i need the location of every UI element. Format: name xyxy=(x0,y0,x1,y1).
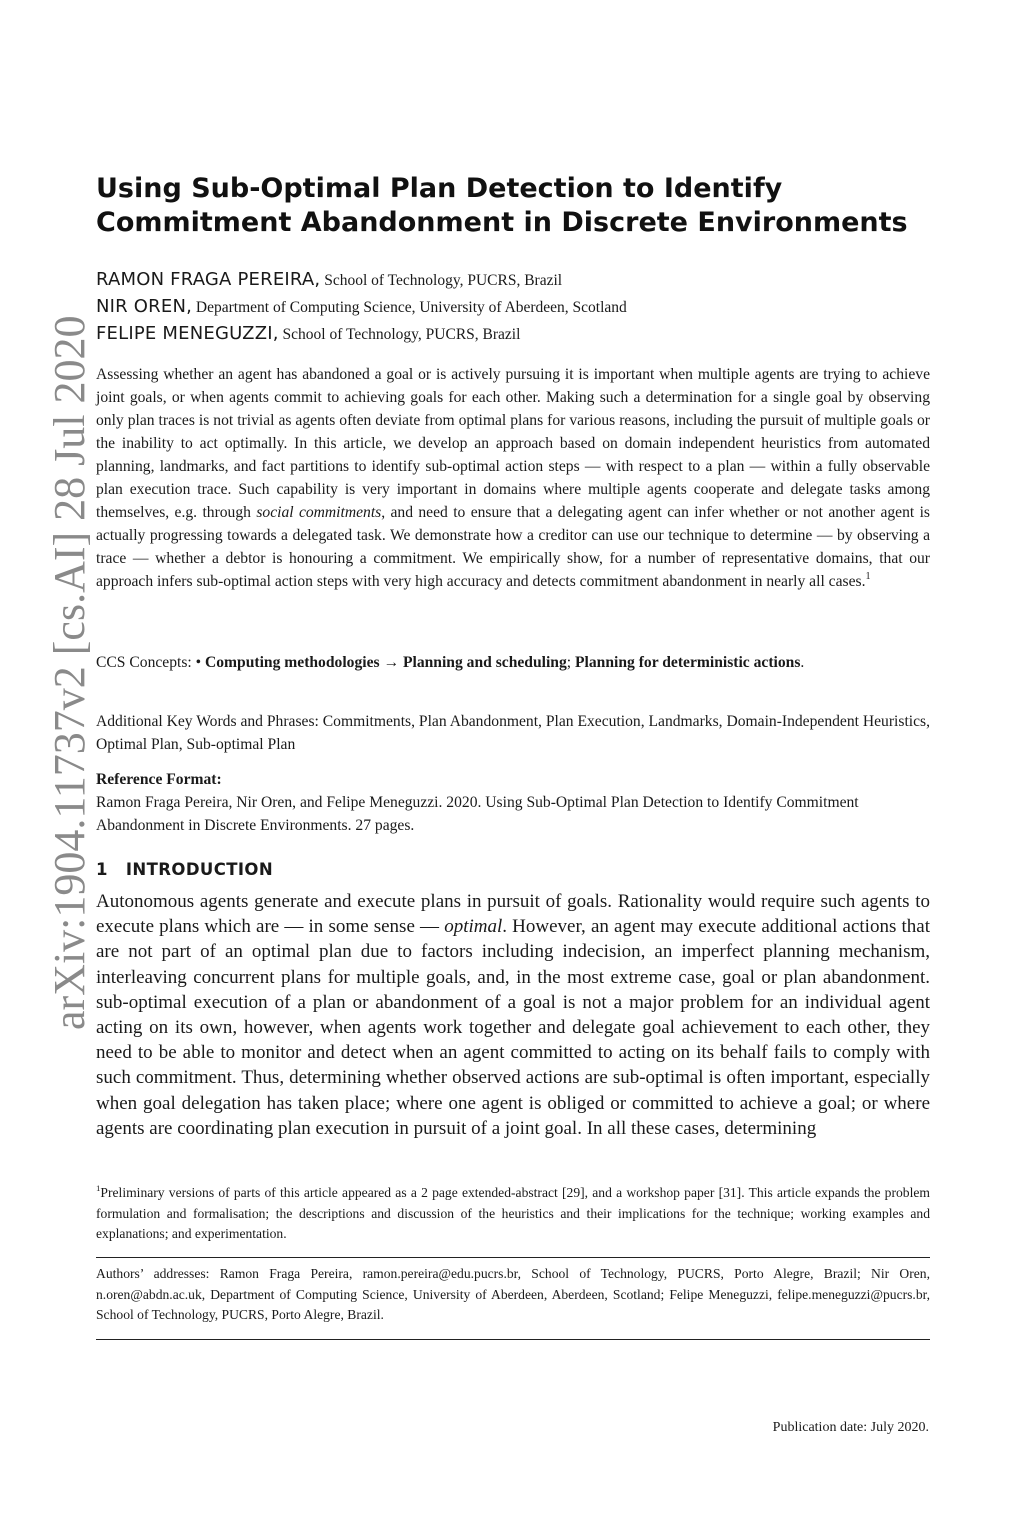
abstract-emphasis: social commitments xyxy=(256,504,382,521)
author-affiliation: School of Technology, PUCRS, Brazil xyxy=(324,272,563,289)
intro-text: Autonomous agents generate and execute plans in pursuit of goals. Rationality would require such agents to execute plans which are — in some sense — xyxy=(96,891,930,938)
author-name: NIR OREN, xyxy=(96,296,193,317)
ccs-concepts xyxy=(96,651,930,674)
keywords: Additional Key Words and Phrases: Commitments, Plan Abandonment, Plan Execution, Landmarks, Domain-Independent Heuristics, Optimal Plan, Sub-optimal Plan xyxy=(96,713,930,753)
ccs-concept: Planning for deterministic actions xyxy=(575,654,801,671)
reference-format-heading: Reference Format: xyxy=(96,771,222,788)
ccs-label: CCS Concepts: • xyxy=(96,654,205,671)
footnote xyxy=(96,1183,930,1245)
arxiv-identifier-stamp: arXiv:1904.11737v2 [cs.AI] 28 Jul 2020 xyxy=(45,315,94,1030)
author-addresses: Authors’ addresses: Ramon Fraga Pereira, ramon.pereira@edu.pucrs.br, School of Technology, PUCRS, Porto Alegre, Brazil; Nir Oren, n.oren@abdn.ac.uk, Department of Computing Science, University of Aberdeen, Aberdeen, Scotland; Felipe Meneguzzi, felipe.meneguzzi@pucrs.br, School of Technology, PUCRS, Porto Alegre, Brazil. xyxy=(96,1266,930,1322)
author-affiliation: Department of Computing Science, University of Aberdeen, Scotland xyxy=(195,299,627,316)
ccs-concept: Computing methodologies → Planning and scheduling xyxy=(205,654,567,671)
footer-divider xyxy=(96,1339,930,1340)
author-line xyxy=(96,270,562,291)
abstract-text: Assessing whether an agent has abandoned a goal or is actively pursuing it is important when multiple agents are trying to achieve joint goals, or when agents commit to achieving goals for each other. Making such a determination for a single goal by observing only plan traces is not trivial as agents often deviate from optimal plans for various reasons, including the pursuit of multiple goals or the inability to act optimally. In this article, we develop an approach based on domain independent heuristics from automated planning, landmarks, and fact partitions to identify sub-optimal action steps — with respect to a plan — within a fully observable plan execution trace. Such capability is very important in domains where multiple agents cooperate and delegate tasks among themselves, e.g. through xyxy=(96,366,930,521)
section-title: INTRODUCTION xyxy=(125,860,274,879)
author-line xyxy=(96,324,520,345)
intro-text: . However, an agent may execute additional actions that are not part of an optimal plan due to factors including indecision, an imperfect planning mechanism, interleaving concurrent plans for multiple goals, and, in the most extreme case, goal or plan abandonment. sub-optimal execution of a plan or abandonment of a goal is not a major problem for an individual agent acting on its own, however, when agents work together and delegate goal achievement to each other, they need to be able to monitor and detect when an agent committed to acting on its behalf fails to comply with such commitment. Thus, determining whether observed actions are sub-optimal is often important, especially when goal delegation has taken place; where one agent is obliged or committed to achieve a goal; or where agents are coordinating plan execution in pursuit of a joint goal. In all these cases, determining xyxy=(96,916,930,1139)
reference-format-body: Ramon Fraga Pereira, Nir Oren, and Felipe Meneguzzi. 2020. Using Sub-Optimal Plan Detection to Identify Commitment Abandonment in Discrete Environments. 27 pages. xyxy=(96,794,859,834)
footnote-number: 1 xyxy=(96,1182,101,1193)
introduction-paragraph xyxy=(96,889,930,1141)
publication-date: Publication date: July 2020. xyxy=(772,1420,929,1435)
footnote-text: Preliminary versions of parts of this article appeared as a 2 page extended-abstract [29], and a workshop paper [31]. This article expands the problem formulation and formalisation; the descriptions and discussion of the heuristics and their implications for the technique; working examples and explanations; and experimentation. xyxy=(96,1185,930,1241)
author-affiliation: School of Technology, PUCRS, Brazil xyxy=(282,326,521,343)
section-number: 1 xyxy=(96,860,108,879)
author-name: RAMON FRAGA PEREIRA, xyxy=(96,269,321,290)
abstract xyxy=(96,363,930,593)
abstract-text: , and need to ensure that a delegating agent can infer whether or not another agent is actually progressing towards a delegated task. We demonstrate how a creditor can use our technique to determine — by observing a trace — whether a debtor is honouring a commitment. We empirically show, for a number of representative domains, that our approach infers sub-optimal action steps with very high accuracy and detects commitment abandonment in nearly all cases. xyxy=(96,504,930,590)
ccs-end: . xyxy=(800,654,805,671)
ccs-separator: ; xyxy=(566,654,576,671)
footnote-marker[interactable]: 1 xyxy=(865,570,871,582)
author-line xyxy=(96,297,627,318)
intro-emphasis: optimal xyxy=(444,916,503,938)
footnote-divider xyxy=(96,1257,930,1258)
section-heading xyxy=(96,859,273,881)
author-name: FELIPE MENEGUZZI, xyxy=(96,323,279,344)
paper-title: Using Sub-Optimal Plan Detection to Identify Commitment Abandonment in Discrete Environments xyxy=(96,173,908,238)
